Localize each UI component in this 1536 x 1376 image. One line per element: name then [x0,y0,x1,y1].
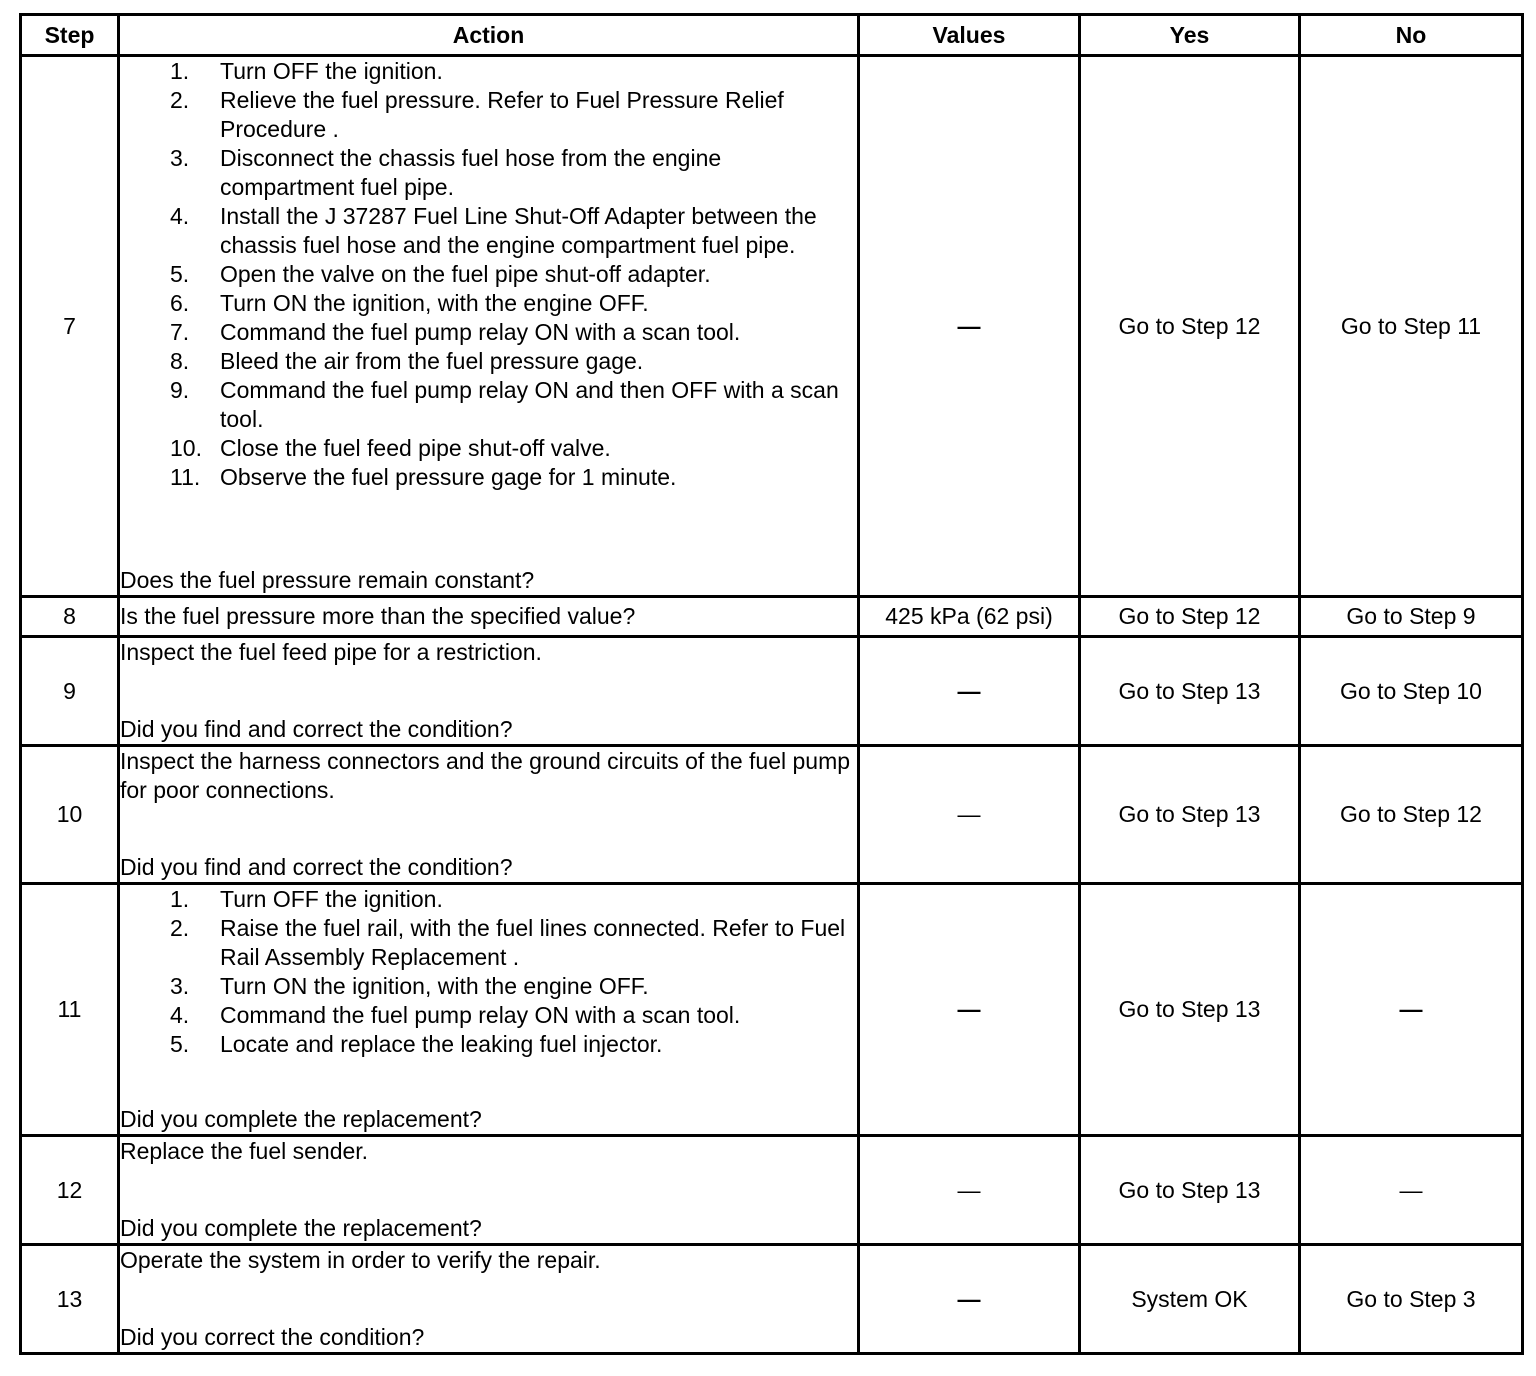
no-cell: Go to Step 10 [1300,637,1523,746]
values-cell: — [859,637,1080,746]
question-text: Is the fuel pressure more than the specified value? [120,603,636,629]
values-cell: — [859,884,1080,1136]
diagnostic-table [19,13,1524,1355]
action-cell [119,884,859,1136]
yes-cell: Go to Step 12 [1080,597,1300,637]
question-text: Did you find and correct the condition? [120,854,513,880]
instruction-text: Inspect the fuel feed pipe for a restriction. [120,639,542,665]
step-number: 10 [21,746,119,884]
no-cell: Go to Step 9 [1300,597,1523,637]
table-row [21,56,1523,597]
list-item: 5. Open the valve on the fuel pipe shut-off adapter. [170,261,711,287]
step-number: 13 [21,1245,119,1354]
no-cell: — [1300,1136,1523,1245]
values-cell: — [859,746,1080,884]
instruction-text: Operate the system in order to verify the repair. [120,1247,601,1273]
question-text: Did you correct the condition? [120,1324,425,1350]
list-item: 9. Command the fuel pump relay ON and then OFF with a scan tool. [170,377,839,432]
table-row [21,637,1523,746]
no-cell: — [1300,884,1523,1136]
yes-cell: Go to Step 13 [1080,884,1300,1136]
step-number: 12 [21,1136,119,1245]
list-item: 4. Command the fuel pump relay ON with a scan tool. [170,1002,741,1028]
step-number: 7 [21,56,119,597]
action-cell [119,56,859,597]
header-action: Action [119,15,859,56]
header-step: Step [21,15,119,56]
values-cell: — [859,1136,1080,1245]
step-number: 8 [21,597,119,637]
header-values: Values [859,15,1080,56]
header-no: No [1300,15,1523,56]
question-text: Did you complete the replacement? [120,1215,482,1241]
yes-cell: Go to Step 13 [1080,1136,1300,1245]
instruction-list [120,57,857,492]
list-item: 2. Relieve the fuel pressure. Refer to Fuel Pressure Relief Procedure . [170,87,784,142]
table-row [21,884,1523,1136]
list-item: 3. Disconnect the chassis fuel hose from the engine compartment fuel pipe. [170,145,722,200]
question-text: Did you complete the replacement? [120,1106,482,1132]
no-cell: Go to Step 11 [1300,56,1523,597]
header-yes: Yes [1080,15,1300,56]
action-cell [119,1245,859,1354]
yes-cell: Go to Step 13 [1080,637,1300,746]
instruction-text: Inspect the harness connectors and the ground circuits of the fuel pump for poor connections. [120,748,851,803]
instruction-text: Replace the fuel sender. [120,1138,369,1164]
yes-cell: Go to Step 12 [1080,56,1300,597]
action-cell [119,746,859,884]
instruction-list [120,885,857,1059]
no-cell: Go to Step 3 [1300,1245,1523,1354]
list-item: 4. Install the J 37287 Fuel Line Shut-Off Adapter between the chassis fuel hose and the engine compartment fuel pipe. [170,203,817,258]
step-number: 9 [21,637,119,746]
list-item: 1. Turn OFF the ignition. [170,58,443,84]
list-item: 3. Turn ON the ignition, with the engine OFF. [170,973,649,999]
question-text: Does the fuel pressure remain constant? [120,567,535,593]
table-row [21,1136,1523,1245]
list-item: 5. Locate and replace the leaking fuel injector. [170,1031,663,1057]
header-row [21,15,1523,56]
list-item: 1. Turn OFF the ignition. [170,886,443,912]
list-item: 7. Command the fuel pump relay ON with a scan tool. [170,319,741,345]
list-item: 2. Raise the fuel rail, with the fuel lines connected. Refer to Fuel Rail Assembly Replacement . [170,915,846,970]
action-cell [119,1136,859,1245]
values-cell: 425 kPa (62 psi) [859,597,1080,637]
action-cell [119,597,859,637]
yes-cell: System OK [1080,1245,1300,1354]
list-item: 10. Close the fuel feed pipe shut-off valve. [170,435,611,461]
step-number: 11 [21,884,119,1136]
no-cell: Go to Step 12 [1300,746,1523,884]
question-text: Did you find and correct the condition? [120,716,513,742]
table-row [21,597,1523,637]
table-row [21,1245,1523,1354]
list-item: 8. Bleed the air from the fuel pressure gage. [170,348,644,374]
values-cell: — [859,1245,1080,1354]
action-cell [119,637,859,746]
yes-cell: Go to Step 13 [1080,746,1300,884]
table-row [21,746,1523,884]
list-item: 6. Turn ON the ignition, with the engine OFF. [170,290,649,316]
list-item: 11. Observe the fuel pressure gage for 1 minute. [170,464,677,490]
values-cell: — [859,56,1080,597]
